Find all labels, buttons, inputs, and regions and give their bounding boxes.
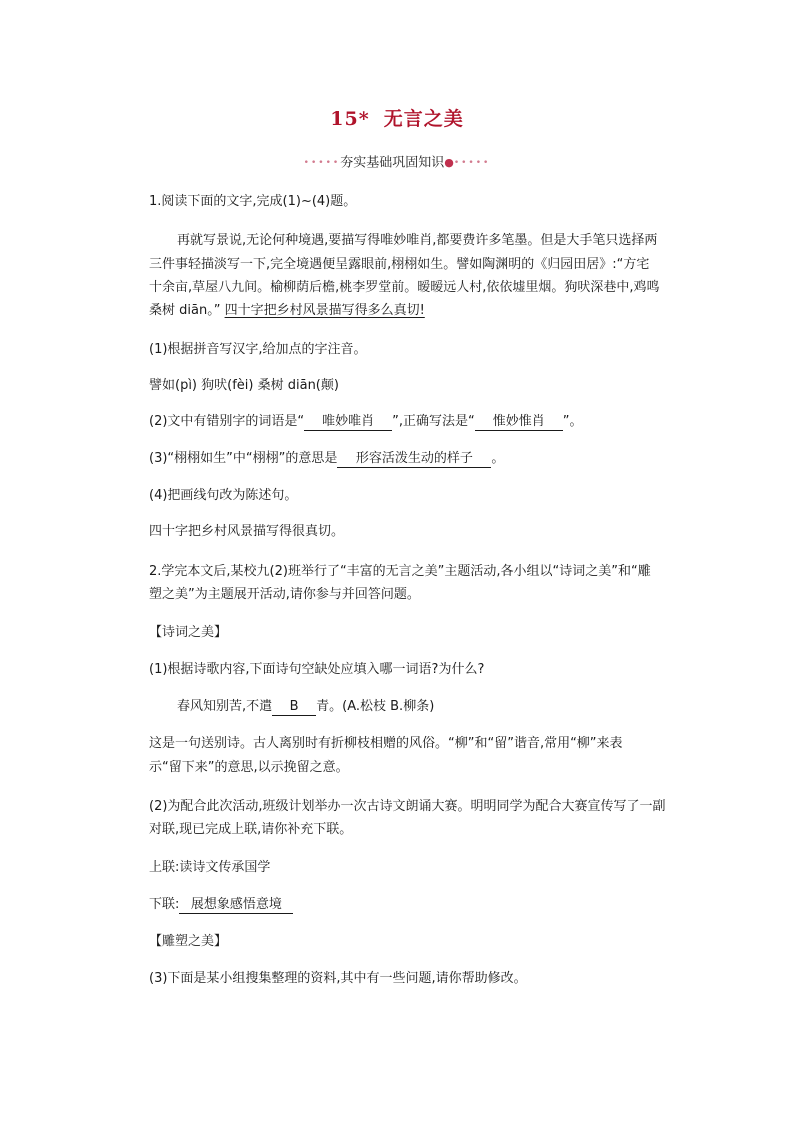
q2-heading-poetry: 【诗词之美】 (149, 625, 228, 640)
q2-prompt-line-1: 2.学完本文后,某校九(2)班举行了“丰富的无言之美”主题活动,各小组以“诗词之美”和“雕 (149, 564, 651, 579)
q2-lower-couplet (149, 895, 649, 915)
q1-passage-line-2: 三件事轻描淡写一下,完全境遇便呈露眼前,栩栩如生。譬如陶渊明的《归园田居》:“方宅 (149, 257, 650, 272)
q2-sub2-line-2: 对联,现已完成上联,请你补充下联。 (149, 822, 353, 837)
q1-passage-line-4 (149, 301, 649, 321)
q2-prompt-line-2: 塑之美”为主题展开活动,请你参与并回答问题。 (149, 587, 420, 602)
q2-poem-line (177, 697, 677, 717)
q2-lower-pre: 下联: (149, 897, 180, 912)
section-banner (0, 154, 794, 173)
banner-dots-right: ••••• (453, 158, 491, 168)
banner-dot-icon: ● (444, 156, 454, 169)
banner-text: 夯实基础巩固知识 (340, 155, 445, 171)
q1-sub2-correct-word: 惟妙惟肖 (475, 414, 563, 431)
q1-sub2-post: ”。 (562, 414, 583, 429)
q1-sub4: (4)把画线句改为陈述句。 (149, 488, 298, 503)
q2-explanation-line-2: 示“留下来”的意思,以示挽留之意。 (149, 760, 349, 775)
q2-explanation-line-1: 这是一句送别诗。古人离别时有折柳枝相赠的风俗。“柳”和“留”谐音,常用“柳”来表 (149, 736, 623, 751)
q2-poem-blank: B (272, 699, 316, 716)
q2-sub2-line-1: (2)为配合此次活动,班级计划举办一次古诗文朗诵大赛。明明同学为配合大赛宣传写了一副 (149, 799, 666, 814)
q2-lower-answer: 展想象感悟意境 (179, 897, 293, 914)
q2-upper-couplet: 上联:读诗文传承国学 (149, 860, 271, 875)
q1-passage-line-1: 再就写景说,无论何种境遇,要描写得唯妙唯肖,都要费许多笔墨。但是大手笔只选择两 (177, 233, 658, 248)
q1-underlined-sentence: 四十字把乡村风景描写得多么真切! (224, 303, 425, 318)
q1-sub3-pre: (3)“栩栩如生”中“栩栩”的意思是 (149, 451, 338, 466)
q1-sub2-wrong-word: 唯妙唯肖 (304, 414, 392, 431)
q2-sub1: (1)根据诗歌内容,下面诗句空缺处应填入哪一词语?为什么? (149, 662, 485, 677)
q1-sub2-mid: ”,正确写法是“ (392, 414, 475, 429)
lesson-title: 无言之美 (383, 108, 464, 130)
q1-sub4-answer: 四十字把乡村风景描写得很真切。 (149, 524, 345, 539)
lesson-number: 15* (330, 108, 370, 130)
page-title (0, 104, 794, 131)
q1-sub3-post: 。 (491, 451, 505, 466)
q2-poem-post: 青。(A.松枝 B.柳条) (316, 699, 435, 714)
q1-sub3 (149, 449, 649, 469)
q2-poem-pre: 春风知别苦,不遣 (177, 699, 273, 714)
q1-sub2-pre: (2)文中有错别字的词语是“ (149, 414, 305, 429)
banner-dots-left: ••••• (303, 158, 341, 168)
q1-passage-line-3: 十余亩,草屋八九间。榆柳荫后檐,桃李罗堂前。暧暧远人村,依依墟里烟。狗吠深巷中,鸡鸣 (149, 280, 660, 295)
q1-sub1-answer: 譬如(pì) 狗吠(fèi) 桑树 diān(颠) (149, 378, 339, 393)
q2-sub3: (3)下面是某小组搜集整理的资料,其中有一些问题,请你帮助修改。 (149, 971, 527, 986)
q1-passage-line-4-start: 桑树 diān。” (149, 303, 221, 318)
q2-heading-sculpture: 【雕塑之美】 (149, 934, 228, 949)
q1-prompt: 1.阅读下面的文字,完成(1)~(4)题。 (149, 194, 357, 209)
q1-sub1: (1)根据拼音写汉字,给加点的字注音。 (149, 342, 367, 357)
q1-sub2 (149, 412, 649, 432)
q1-sub3-answer: 形容活泼生动的样子 (337, 451, 491, 468)
